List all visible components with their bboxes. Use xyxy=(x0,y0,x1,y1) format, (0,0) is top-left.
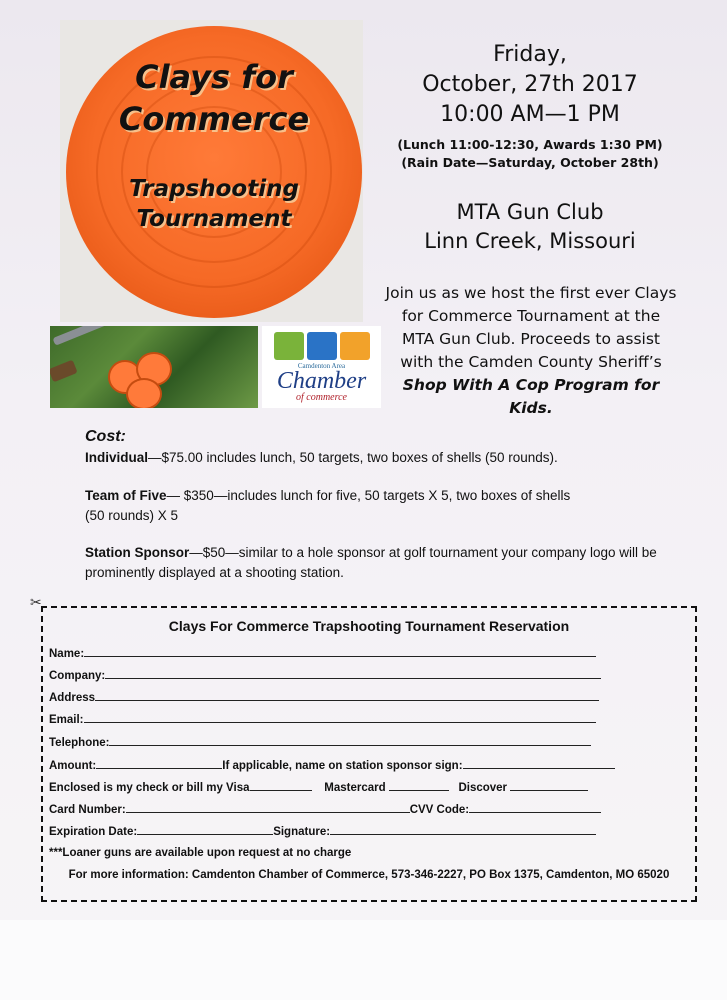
name-row xyxy=(49,646,596,660)
logo-line-3: Trapshooting xyxy=(129,176,299,202)
company-field[interactable] xyxy=(105,668,601,679)
individual-text: —$75.00 includes lunch, 50 targets, two boxes of shells (50 rounds). xyxy=(148,450,558,465)
logo-line-1: Clays for xyxy=(135,58,293,96)
page-bottom-margin xyxy=(0,920,727,1000)
amount-label: Amount: xyxy=(49,760,97,772)
amount-field[interactable] xyxy=(96,758,222,769)
venue-name: MTA Gun Club xyxy=(456,200,604,224)
event-date: October, 27th 2017 xyxy=(422,72,638,97)
card-number-field[interactable] xyxy=(126,802,410,813)
card-row xyxy=(49,802,601,816)
enclosed-label: Enclosed is my check or bill my Visa xyxy=(49,782,250,794)
card-number-label: Card Number: xyxy=(49,804,126,816)
loaner-note: ***Loaner guns are available upon request at no charge xyxy=(49,847,352,859)
email-field[interactable] xyxy=(84,712,596,723)
chamber-small-text: Camdenton Area xyxy=(297,362,346,370)
sponsor-text: —$50—similar to a hole sponsor at golf tournament your company logo will be prominently displayed at a shooting station. xyxy=(85,545,657,580)
cost-individual xyxy=(85,448,675,468)
individual-label: Individual xyxy=(85,450,149,465)
station-sign-field[interactable] xyxy=(463,758,615,769)
mastercard-label: Mastercard xyxy=(324,782,386,794)
telephone-label: Telephone: xyxy=(49,737,110,749)
trapshooting-photo xyxy=(50,326,258,408)
telephone-row xyxy=(49,735,591,749)
payment-row xyxy=(49,780,588,794)
company-label: Company: xyxy=(49,670,106,682)
program-name: Shop With A Cop Program for Kids. xyxy=(402,376,660,417)
chamber-sub-text: of commerce xyxy=(296,392,347,403)
cost-team xyxy=(85,486,585,526)
mastercard-field[interactable] xyxy=(389,780,449,791)
signature-field[interactable] xyxy=(330,824,596,835)
email-row xyxy=(49,712,596,726)
cvv-field[interactable] xyxy=(469,802,601,813)
cost-sponsor xyxy=(85,543,685,583)
telephone-field[interactable] xyxy=(109,735,591,746)
amount-row xyxy=(49,758,615,772)
email-label: Email: xyxy=(49,714,84,726)
expiration-row xyxy=(49,824,596,838)
discover-field[interactable] xyxy=(510,780,588,791)
form-title: Clays For Commerce Trapshooting Tournament Reservation xyxy=(168,618,570,634)
event-venue xyxy=(385,198,675,256)
cvv-label: CVV Code: xyxy=(409,804,470,816)
expiration-field[interactable] xyxy=(137,824,273,835)
team-text: — $350—includes lunch for five, 50 targets X 5, two boxes of shells (50 rounds) X 5 xyxy=(85,488,571,523)
name-field[interactable] xyxy=(84,646,596,657)
chamber-word: Chamber xyxy=(276,368,367,394)
venue-location: Linn Creek, Missouri xyxy=(424,229,636,253)
clay-target-logo xyxy=(66,26,362,318)
cost-heading: Cost: xyxy=(85,428,126,445)
sponsor-label: Station Sponsor xyxy=(85,545,190,560)
signature-label: Signature: xyxy=(273,826,331,838)
event-rain-date: (Rain Date—Saturday, October 28th) xyxy=(401,155,659,170)
intro-text: Join us as we host the first ever Clays for Commerce Tournament at the MTA Gun Club. Proceeds to assist with the Camden County Sheriff’s xyxy=(385,284,677,371)
intro-paragraph xyxy=(385,282,677,420)
address-label: Address xyxy=(49,692,96,704)
company-row xyxy=(49,668,601,682)
contact-info: For more information: Camdenton Chamber of Commerce, 573-346-2227, PO Box 1375, Camdenton, MO 65020 xyxy=(68,869,670,881)
chamber-logo xyxy=(262,326,381,408)
station-sign-label: If applicable, name on station sponsor sign: xyxy=(222,760,463,772)
event-lunch: (Lunch 11:00-12:30, Awards 1:30 PM) xyxy=(397,137,663,152)
address-field[interactable] xyxy=(95,690,599,701)
discover-label: Discover xyxy=(458,782,508,794)
expiration-label: Expiration Date: xyxy=(49,826,138,838)
address-row xyxy=(49,690,599,704)
scissors-icon: ✂ xyxy=(30,594,42,610)
logo-line-2: Commerce xyxy=(118,100,310,138)
event-details xyxy=(385,40,675,172)
logo-line-4: Tournament xyxy=(136,206,292,232)
event-time: 10:00 AM—1 PM xyxy=(440,102,620,127)
event-day: Friday, xyxy=(493,42,567,67)
name-label: Name: xyxy=(49,648,85,660)
team-label: Team of Five xyxy=(85,488,167,503)
visa-field[interactable] xyxy=(250,780,312,791)
reservation-form xyxy=(41,606,697,902)
